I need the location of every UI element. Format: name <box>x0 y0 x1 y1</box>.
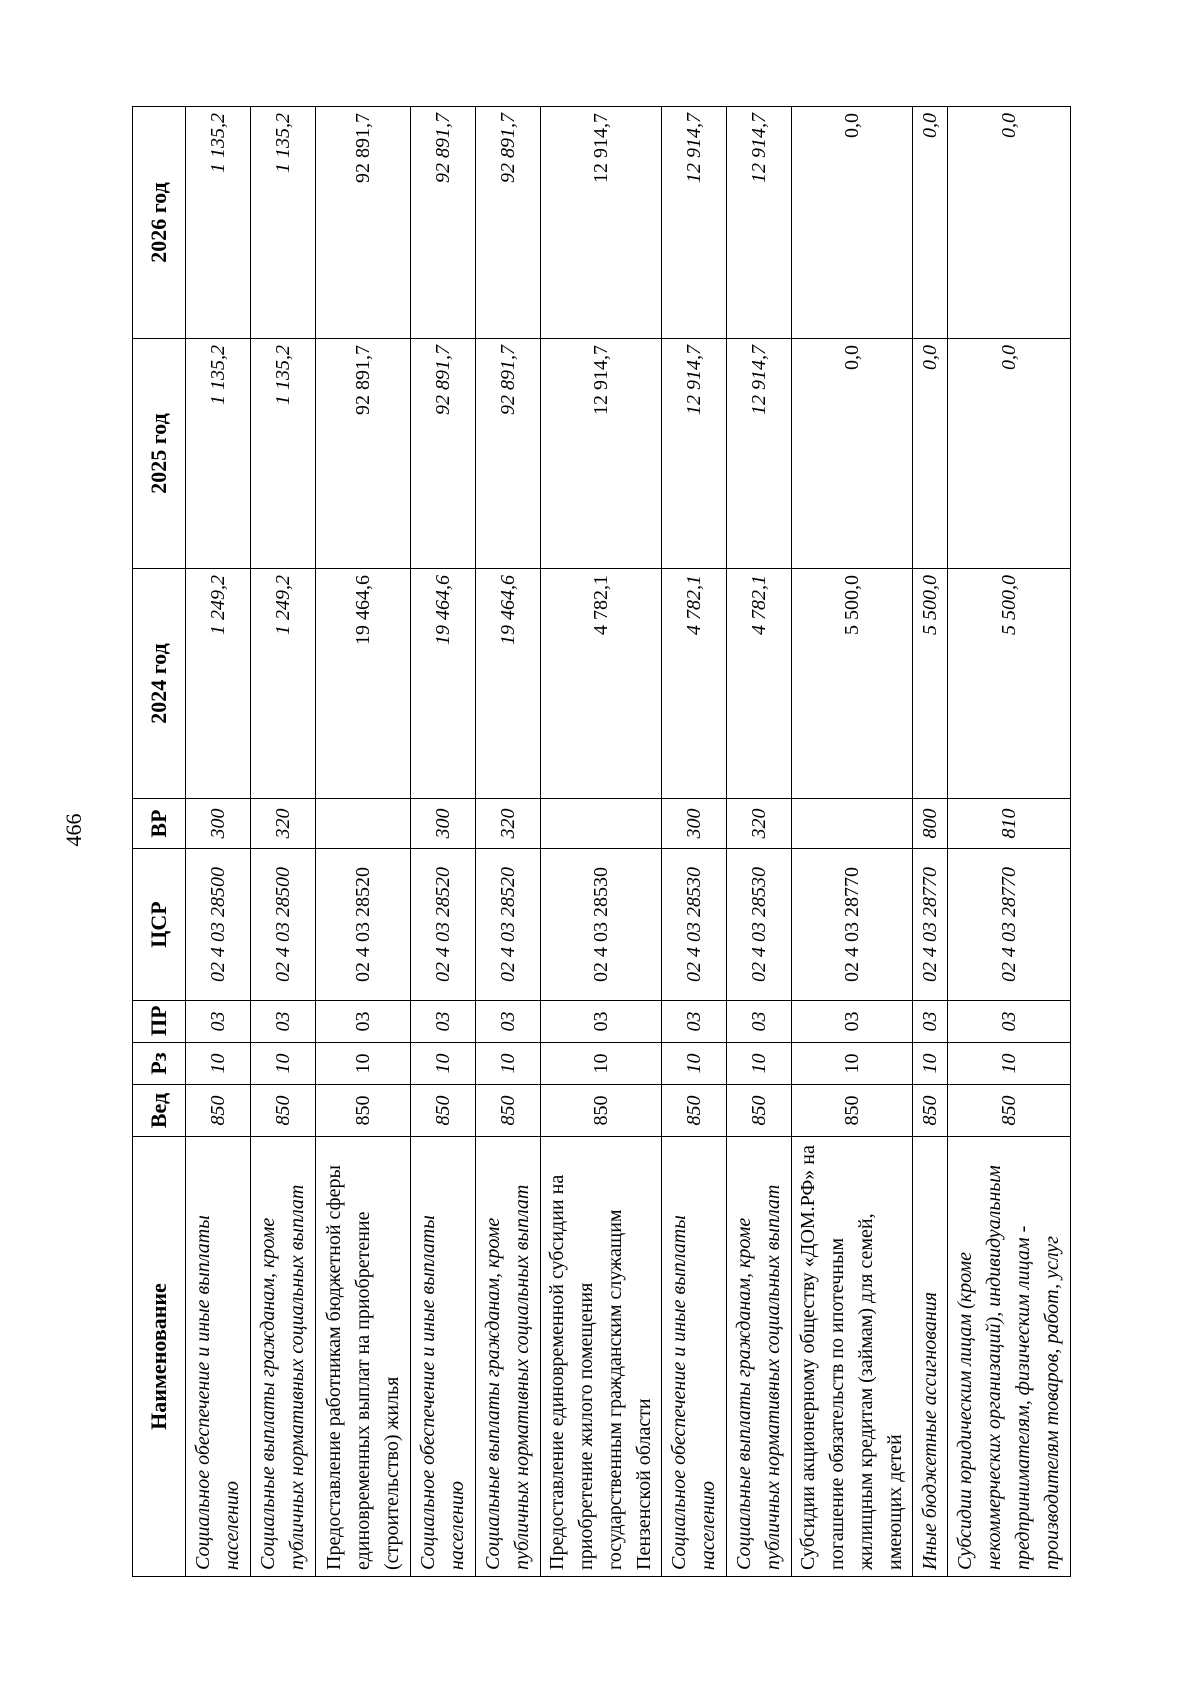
row-2025: 92 891,7 <box>316 339 411 569</box>
header-vr: ВР <box>133 799 186 849</box>
row-ved: 850 <box>792 1085 913 1137</box>
row-csr: 02 4 03 28530 <box>727 849 792 1001</box>
row-2025: 1 135,2 <box>251 339 316 569</box>
row-vr: 300 <box>662 799 727 849</box>
row-pr: 03 <box>316 1001 411 1043</box>
row-ved: 850 <box>541 1085 662 1137</box>
row-2025: 92 891,7 <box>411 339 476 569</box>
row-name: Социальные выплаты гражданам, кроме публичных нормативных социальных выплат <box>476 1137 541 1577</box>
budget-table <box>132 106 1071 1577</box>
row-rz: 10 <box>411 1043 476 1085</box>
row-2024: 19 464,6 <box>316 569 411 799</box>
row-ved: 850 <box>948 1085 1071 1137</box>
page-number: 466 <box>61 813 86 847</box>
row-2026: 12 914,7 <box>541 107 662 339</box>
table-row <box>186 107 251 1577</box>
table-row <box>411 107 476 1577</box>
table-row <box>727 107 792 1577</box>
table-row <box>541 107 662 1577</box>
row-name: Социальные выплаты гражданам, кроме публичных нормативных социальных выплат <box>251 1137 316 1577</box>
row-name: Субсидии акционерному обществу «ДОМ.РФ» на погашение обязательств по ипотечным жилищным кредитам (займам) для семей, имеющих детей <box>792 1137 913 1577</box>
row-vr: 320 <box>251 799 316 849</box>
row-vr: 800 <box>913 799 948 849</box>
row-2025: 1 135,2 <box>186 339 251 569</box>
header-2024: 2024 год <box>133 569 186 799</box>
row-ved: 850 <box>913 1085 948 1137</box>
row-pr: 03 <box>186 1001 251 1043</box>
row-2024: 1 249,2 <box>251 569 316 799</box>
row-ved: 850 <box>662 1085 727 1137</box>
row-csr: 02 4 03 28520 <box>316 849 411 1001</box>
row-2024: 1 249,2 <box>186 569 251 799</box>
row-name: Субсидии юридическим лицам (кроме некоммерческих организаций), индивидуальным предпринимателям, физическим лицам - производителям товаров, работ, услуг <box>948 1137 1071 1577</box>
header-pr: ПР <box>133 1001 186 1043</box>
row-2025: 0,0 <box>948 339 1071 569</box>
row-vr: 320 <box>727 799 792 849</box>
row-name: Социальные выплаты гражданам, кроме публичных нормативных социальных выплат <box>727 1137 792 1577</box>
row-name: Предоставление работникам бюджетной сферы единовременных выплат на приобретение (строительство) жилья <box>316 1137 411 1577</box>
row-2025: 12 914,7 <box>662 339 727 569</box>
row-2026: 12 914,7 <box>662 107 727 339</box>
row-name: Социальное обеспечение и иные выплаты населению <box>662 1137 727 1577</box>
row-ved: 850 <box>316 1085 411 1137</box>
header-csr: ЦСР <box>133 849 186 1001</box>
row-2026: 0,0 <box>913 107 948 339</box>
row-vr: 810 <box>948 799 1071 849</box>
table-row <box>662 107 727 1577</box>
header-2026: 2026 год <box>133 107 186 339</box>
row-ved: 850 <box>251 1085 316 1137</box>
row-csr: 02 4 03 28500 <box>186 849 251 1001</box>
row-2026: 0,0 <box>948 107 1071 339</box>
row-2026: 0,0 <box>792 107 913 339</box>
row-2024: 4 782,1 <box>727 569 792 799</box>
row-csr: 02 4 03 28520 <box>411 849 476 1001</box>
row-ved: 850 <box>186 1085 251 1137</box>
row-rz: 10 <box>913 1043 948 1085</box>
row-2026: 92 891,7 <box>316 107 411 339</box>
table-row <box>251 107 316 1577</box>
row-2024: 4 782,1 <box>662 569 727 799</box>
header-2025: 2025 год <box>133 339 186 569</box>
row-2025: 12 914,7 <box>727 339 792 569</box>
row-vr <box>792 799 913 849</box>
row-2026: 92 891,7 <box>411 107 476 339</box>
row-pr: 03 <box>792 1001 913 1043</box>
table-row <box>476 107 541 1577</box>
row-2026: 12 914,7 <box>727 107 792 339</box>
header-rz: Рз <box>133 1043 186 1085</box>
rotated-table-container <box>132 107 1063 1577</box>
row-2026: 92 891,7 <box>476 107 541 339</box>
row-rz: 10 <box>792 1043 913 1085</box>
row-csr: 02 4 03 28500 <box>251 849 316 1001</box>
row-name: Социальное обеспечение и иные выплаты населению <box>186 1137 251 1577</box>
table-row <box>792 107 913 1577</box>
row-2025: 92 891,7 <box>476 339 541 569</box>
table-header-row <box>133 107 186 1577</box>
row-pr: 03 <box>476 1001 541 1043</box>
row-rz: 10 <box>541 1043 662 1085</box>
table-row <box>948 107 1071 1577</box>
row-pr: 03 <box>727 1001 792 1043</box>
row-2024: 5 500,0 <box>913 569 948 799</box>
table-row <box>913 107 948 1577</box>
row-rz: 10 <box>186 1043 251 1085</box>
row-2024: 5 500,0 <box>948 569 1071 799</box>
row-csr: 02 4 03 28530 <box>662 849 727 1001</box>
row-name: Социальное обеспечение и иные выплаты населению <box>411 1137 476 1577</box>
row-pr: 03 <box>411 1001 476 1043</box>
row-pr: 03 <box>541 1001 662 1043</box>
row-rz: 10 <box>948 1043 1071 1085</box>
row-ved: 850 <box>476 1085 541 1137</box>
row-2024: 19 464,6 <box>476 569 541 799</box>
row-2026: 1 135,2 <box>251 107 316 339</box>
row-vr: 300 <box>186 799 251 849</box>
row-2024: 4 782,1 <box>541 569 662 799</box>
row-rz: 10 <box>316 1043 411 1085</box>
row-rz: 10 <box>251 1043 316 1085</box>
row-rz: 10 <box>662 1043 727 1085</box>
row-rz: 10 <box>476 1043 541 1085</box>
row-2025: 0,0 <box>792 339 913 569</box>
row-csr: 02 4 03 28520 <box>476 849 541 1001</box>
row-2024: 5 500,0 <box>792 569 913 799</box>
row-csr: 02 4 03 28770 <box>913 849 948 1001</box>
row-csr: 02 4 03 28770 <box>792 849 913 1001</box>
table-row <box>316 107 411 1577</box>
row-pr: 03 <box>948 1001 1071 1043</box>
row-pr: 03 <box>913 1001 948 1043</box>
header-name: Наименование <box>133 1137 186 1577</box>
row-vr <box>541 799 662 849</box>
row-csr: 02 4 03 28770 <box>948 849 1071 1001</box>
header-ved: Вед <box>133 1085 186 1137</box>
row-2026: 1 135,2 <box>186 107 251 339</box>
row-ved: 850 <box>727 1085 792 1137</box>
row-vr: 300 <box>411 799 476 849</box>
row-name: Предоставление единовременной субсидии на приобретение жилого помещения государственным гражданским служащим Пензенской области <box>541 1137 662 1577</box>
row-ved: 850 <box>411 1085 476 1137</box>
row-csr: 02 4 03 28530 <box>541 849 662 1001</box>
row-rz: 10 <box>727 1043 792 1085</box>
row-vr <box>316 799 411 849</box>
row-pr: 03 <box>662 1001 727 1043</box>
row-2024: 19 464,6 <box>411 569 476 799</box>
row-2025: 0,0 <box>913 339 948 569</box>
row-vr: 320 <box>476 799 541 849</box>
row-name: Иные бюджетные ассигнования <box>913 1137 948 1577</box>
row-pr: 03 <box>251 1001 316 1043</box>
row-2025: 12 914,7 <box>541 339 662 569</box>
